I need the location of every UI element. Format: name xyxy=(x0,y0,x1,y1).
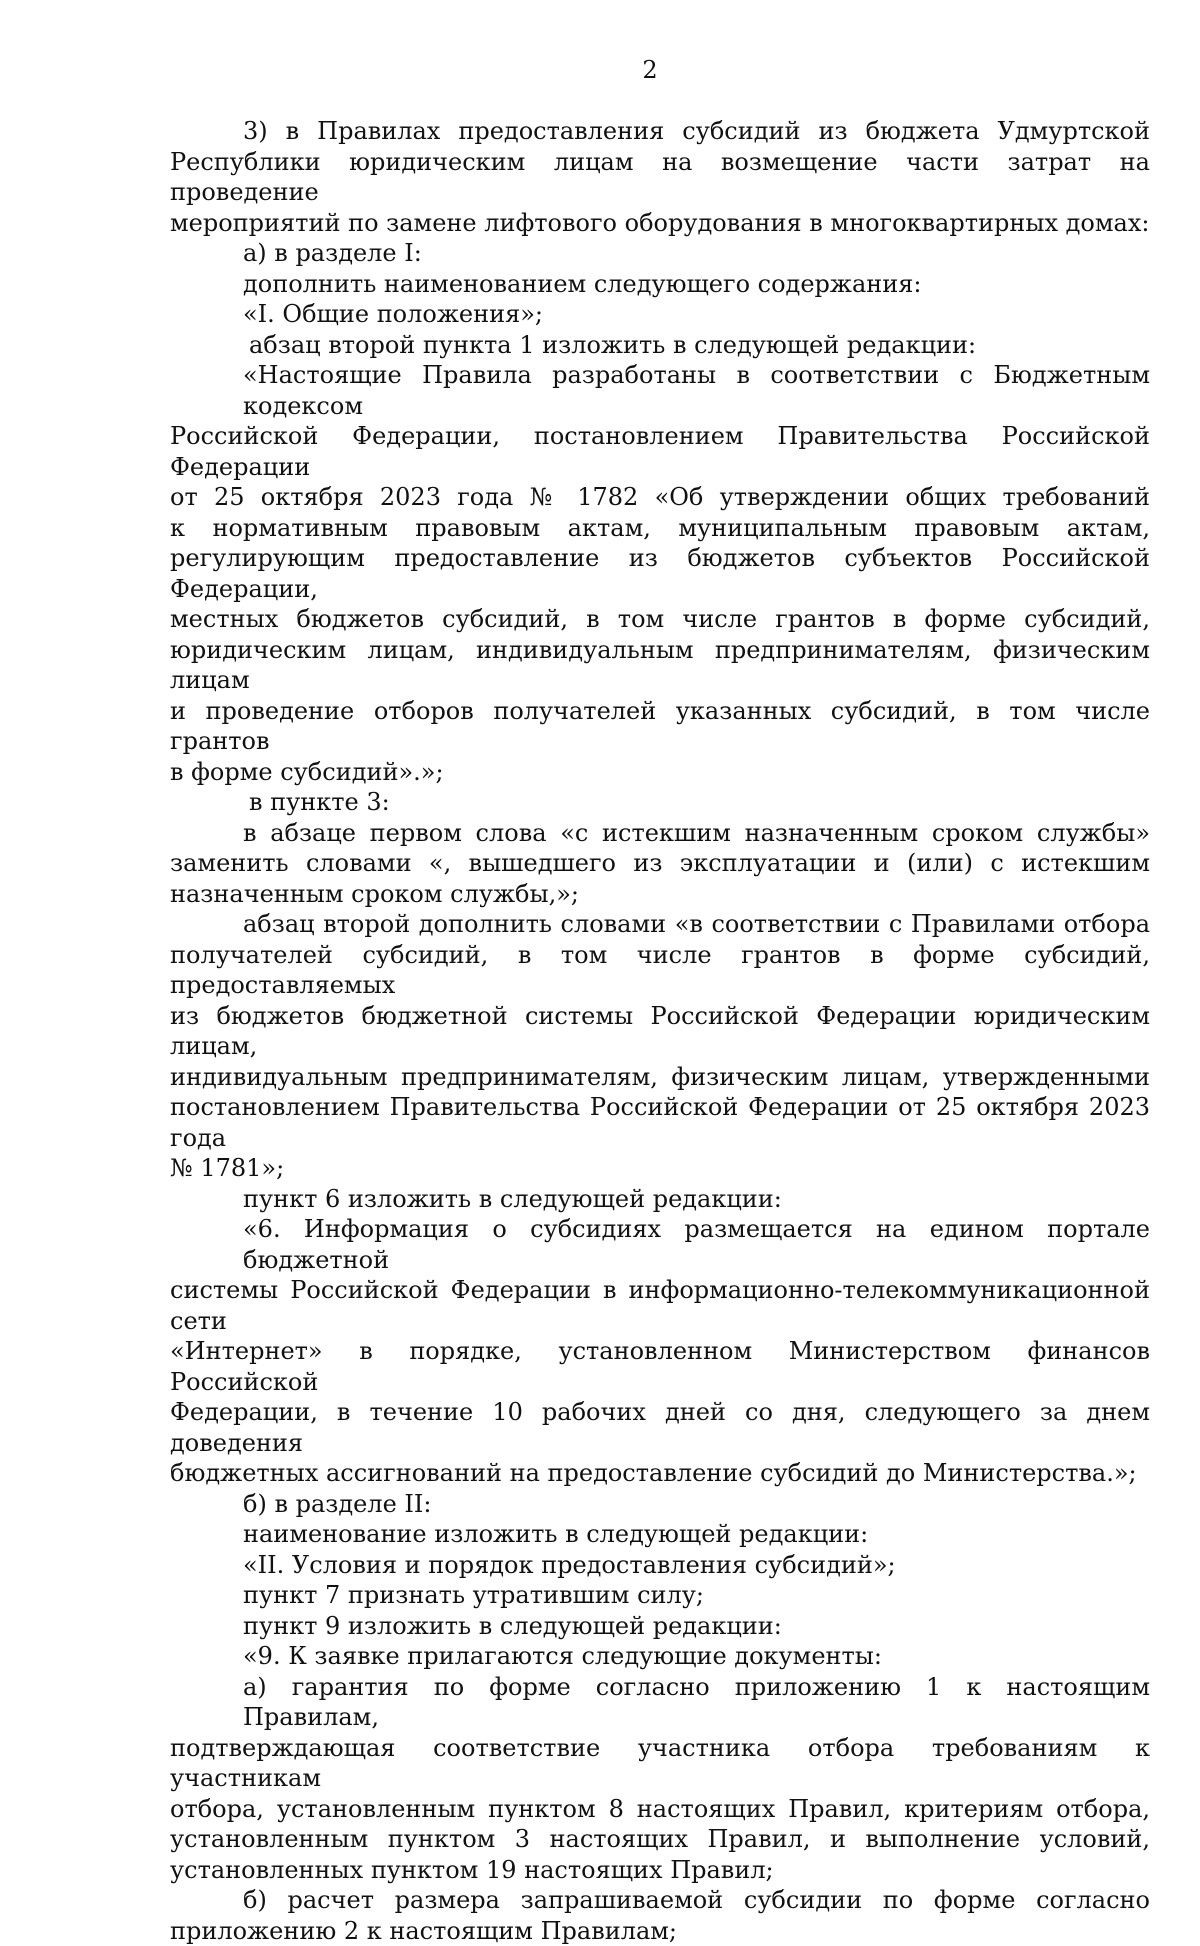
paragraph xyxy=(170,330,1150,361)
text-line: и проведение отборов получателей указанных субсидий, в том числе грантов xyxy=(170,696,1150,757)
text-line: в абзаце первом слова «с истекшим назначенным сроком службы» xyxy=(170,818,1150,849)
text-line: приложению 2 к настоящим Правилам; xyxy=(170,1916,1150,1946)
paragraph xyxy=(170,1489,1150,1520)
text-line: назначенным сроком службы,»; xyxy=(170,879,1150,910)
text-line: пункт 9 изложить в следующей редакции: xyxy=(170,1611,1150,1642)
text-line: б) в разделе II: xyxy=(170,1489,1150,1520)
paragraph xyxy=(170,1885,1150,1946)
paragraph xyxy=(170,238,1150,269)
paragraph xyxy=(170,1611,1150,1642)
text-line: 3) в Правилах предоставления субсидий из бюджета Удмуртской xyxy=(170,116,1150,147)
text-line: юридическим лицам, индивидуальным предпринимателям, физическим лицам xyxy=(170,635,1150,696)
text-line: постановлением Правительства Российской Федерации от 25 октября 2023 года xyxy=(170,1092,1150,1153)
text-line: а) в разделе I: xyxy=(170,238,1150,269)
text-line: в форме субсидий».»; xyxy=(170,757,1150,788)
text-line: регулирующим предоставление из бюджетов субъектов Российской Федерации, xyxy=(170,543,1150,604)
text-line: «Настоящие Правила разработаны в соответствии с Бюджетным кодексом xyxy=(170,360,1150,421)
text-line: № 1781»; xyxy=(170,1153,1150,1184)
text-line: абзац второй пункта 1 изложить в следующей редакции: xyxy=(170,330,1150,361)
text-line: абзац второй дополнить словами «в соответствии с Правилами отбора xyxy=(170,909,1150,940)
text-line: подтверждающая соответствие участника отбора требованиям к участникам xyxy=(170,1733,1150,1794)
paragraph xyxy=(170,818,1150,910)
paragraph xyxy=(170,1519,1150,1550)
paragraph xyxy=(170,299,1150,330)
paragraph xyxy=(170,1672,1150,1886)
paragraph xyxy=(170,1214,1150,1489)
text-line: индивидуальным предпринимателям, физическим лицам, утвержденными xyxy=(170,1062,1150,1093)
text-line: «9. К заявке прилагаются следующие документы: xyxy=(170,1641,1150,1672)
text-line: мероприятий по замене лифтового оборудования в многоквартирных домах: xyxy=(170,208,1150,239)
text-line: «I. Общие положения»; xyxy=(170,299,1150,330)
paragraph xyxy=(170,269,1150,300)
text-line: местных бюджетов субсидий, в том числе грантов в форме субсидий, xyxy=(170,604,1150,635)
document-body xyxy=(170,116,1150,1946)
text-line: отбора, установленным пунктом 8 настоящих Правил, критериям отбора, xyxy=(170,1794,1150,1825)
text-line: «Интернет» в порядке, установленном Министерством финансов Российской xyxy=(170,1336,1150,1397)
text-line: к нормативным правовым актам, муниципальным правовым актам, xyxy=(170,513,1150,544)
text-line: пункт 7 признать утратившим силу; xyxy=(170,1580,1150,1611)
paragraph xyxy=(170,1580,1150,1611)
text-line: системы Российской Федерации в информационно-телекоммуникационной сети xyxy=(170,1275,1150,1336)
text-line: Российской Федерации, постановлением Правительства Российской Федерации xyxy=(170,421,1150,482)
text-line: установленным пунктом 3 настоящих Правил, и выполнение условий, xyxy=(170,1824,1150,1855)
page-number: 2 xyxy=(0,56,1200,84)
text-line: Федерации, в течение 10 рабочих дней со дня, следующего за днем доведения xyxy=(170,1397,1150,1458)
text-line: пункт 6 изложить в следующей редакции: xyxy=(170,1184,1150,1215)
paragraph xyxy=(170,1184,1150,1215)
text-line: заменить словами «, вышедшего из эксплуатации и (или) с истекшим xyxy=(170,848,1150,879)
text-line: дополнить наименованием следующего содержания: xyxy=(170,269,1150,300)
text-line: б) расчет размера запрашиваемой субсидии по форме согласно xyxy=(170,1885,1150,1916)
paragraph xyxy=(170,360,1150,787)
text-line: от 25 октября 2023 года № 1782 «Об утверждении общих требований xyxy=(170,482,1150,513)
paragraph xyxy=(170,1641,1150,1672)
text-line: «6. Информация о субсидиях размещается на едином портале бюджетной xyxy=(170,1214,1150,1275)
text-line: а) гарантия по форме согласно приложению 1 к настоящим Правилам, xyxy=(170,1672,1150,1733)
text-line: наименование изложить в следующей редакции: xyxy=(170,1519,1150,1550)
text-line: из бюджетов бюджетной системы Российской Федерации юридическим лицам, xyxy=(170,1001,1150,1062)
paragraph xyxy=(170,787,1150,818)
text-line: бюджетных ассигнований на предоставление субсидий до Министерства.»; xyxy=(170,1458,1150,1489)
paragraph xyxy=(170,909,1150,1184)
paragraph xyxy=(170,1550,1150,1581)
text-line: Республики юридическим лицам на возмещение части затрат на проведение xyxy=(170,147,1150,208)
text-line: в пункте 3: xyxy=(170,787,1150,818)
text-line: установленных пунктом 19 настоящих Правил; xyxy=(170,1855,1150,1886)
paragraph xyxy=(170,116,1150,238)
text-line: «II. Условия и порядок предоставления субсидий»; xyxy=(170,1550,1150,1581)
text-line: получателей субсидий, в том числе грантов в форме субсидий, предоставляемых xyxy=(170,940,1150,1001)
